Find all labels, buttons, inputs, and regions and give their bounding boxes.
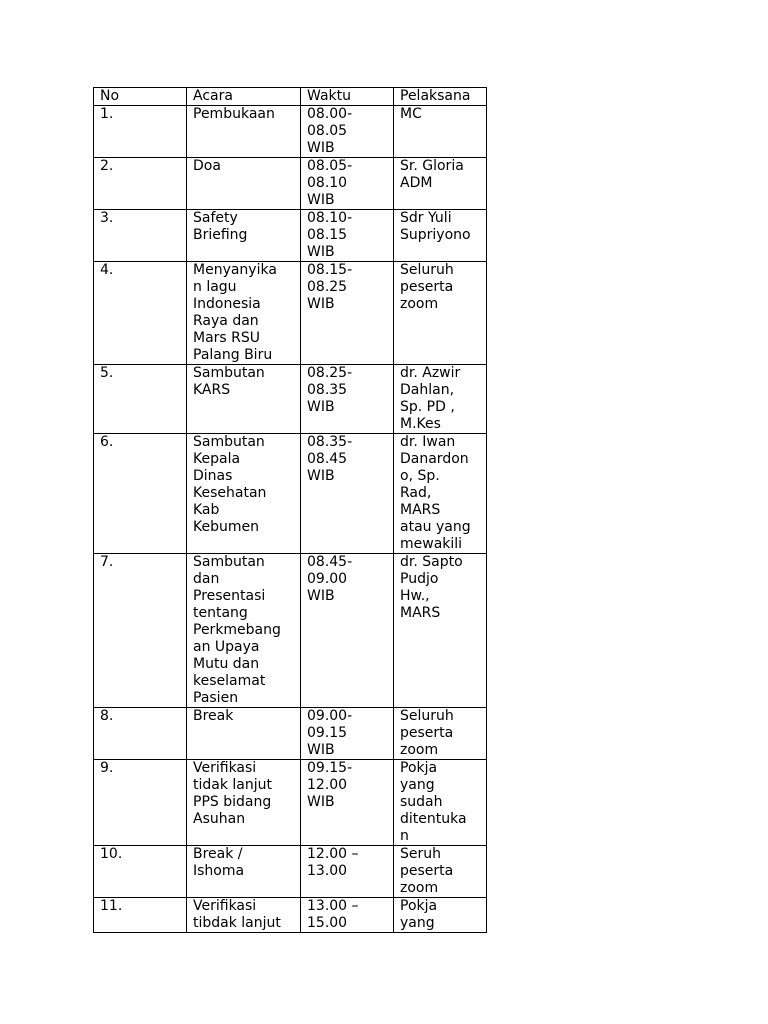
cell-waktu: 08.05- 08.10 WIB xyxy=(301,158,394,210)
cell-acara: Doa xyxy=(187,158,301,210)
cell-pelaksana: dr. Iwan Danardon o, Sp. Rad, MARS atau yang mewakili xyxy=(394,434,487,554)
cell-pelaksana: MC xyxy=(394,106,487,158)
table-row xyxy=(94,846,487,898)
cell-waktu: 09.15- 12.00 WIB xyxy=(301,760,394,846)
table-row xyxy=(94,365,487,434)
cell-waktu: 08.10- 08.15 WIB xyxy=(301,210,394,262)
table-row xyxy=(94,106,487,158)
table-row xyxy=(94,210,487,262)
cell-waktu: 08.25- 08.35 WIB xyxy=(301,365,394,434)
cell-acara: Break / Ishoma xyxy=(187,846,301,898)
table-row xyxy=(94,262,487,365)
cell-waktu: 08.15- 08.25 WIB xyxy=(301,262,394,365)
cell-no: 6. xyxy=(94,434,187,554)
header-pelaksana: Pelaksana xyxy=(394,88,487,106)
cell-no: 11. xyxy=(94,898,187,933)
table-row xyxy=(94,158,487,210)
cell-waktu: 08.45- 09.00 WIB xyxy=(301,554,394,708)
cell-acara: Verifikasi tibdak lanjut xyxy=(187,898,301,933)
cell-waktu: 09.00- 09.15 WIB xyxy=(301,708,394,760)
cell-no: 9. xyxy=(94,760,187,846)
cell-pelaksana: Seluruh peserta zoom xyxy=(394,708,487,760)
cell-pelaksana: Pokja yang sudah ditentuka n xyxy=(394,760,487,846)
table-header-row xyxy=(94,88,487,106)
cell-no: 4. xyxy=(94,262,187,365)
cell-no: 7. xyxy=(94,554,187,708)
cell-acara: Safety Briefing xyxy=(187,210,301,262)
header-acara: Acara xyxy=(187,88,301,106)
cell-acara: Menyanyika n lagu Indonesia Raya dan Mars RSU Palang Biru xyxy=(187,262,301,365)
cell-waktu: 08.00- 08.05 WIB xyxy=(301,106,394,158)
schedule-table xyxy=(93,87,487,933)
cell-no: 1. xyxy=(94,106,187,158)
cell-pelaksana: Sdr Yuli Supriyono xyxy=(394,210,487,262)
cell-pelaksana: Seruh peserta zoom xyxy=(394,846,487,898)
table-row xyxy=(94,434,487,554)
header-waktu: Waktu xyxy=(301,88,394,106)
cell-pelaksana: Pokja yang xyxy=(394,898,487,933)
cell-waktu: 12.00 – 13.00 xyxy=(301,846,394,898)
cell-acara: Sambutan Kepala Dinas Kesehatan Kab Kebumen xyxy=(187,434,301,554)
cell-acara: Pembukaan xyxy=(187,106,301,158)
table-row xyxy=(94,898,487,933)
cell-no: 8. xyxy=(94,708,187,760)
cell-waktu: 08.35- 08.45 WIB xyxy=(301,434,394,554)
cell-no: 10. xyxy=(94,846,187,898)
table-row xyxy=(94,708,487,760)
cell-acara: Verifikasi tidak lanjut PPS bidang Asuhan xyxy=(187,760,301,846)
cell-pelaksana: dr. Azwir Dahlan, Sp. PD , M.Kes xyxy=(394,365,487,434)
cell-acara: Sambutan KARS xyxy=(187,365,301,434)
cell-pelaksana: Sr. Gloria ADM xyxy=(394,158,487,210)
cell-acara: Break xyxy=(187,708,301,760)
cell-no: 5. xyxy=(94,365,187,434)
cell-no: 3. xyxy=(94,210,187,262)
cell-acara: Sambutan dan Presentasi tentang Perkmebang an Upaya Mutu dan keselamat Pasien xyxy=(187,554,301,708)
cell-no: 2. xyxy=(94,158,187,210)
cell-pelaksana: Seluruh peserta zoom xyxy=(394,262,487,365)
header-no: No xyxy=(94,88,187,106)
cell-pelaksana: dr. Sapto Pudjo Hw., MARS xyxy=(394,554,487,708)
cell-waktu: 13.00 – 15.00 xyxy=(301,898,394,933)
table-row xyxy=(94,554,487,708)
table-row xyxy=(94,760,487,846)
